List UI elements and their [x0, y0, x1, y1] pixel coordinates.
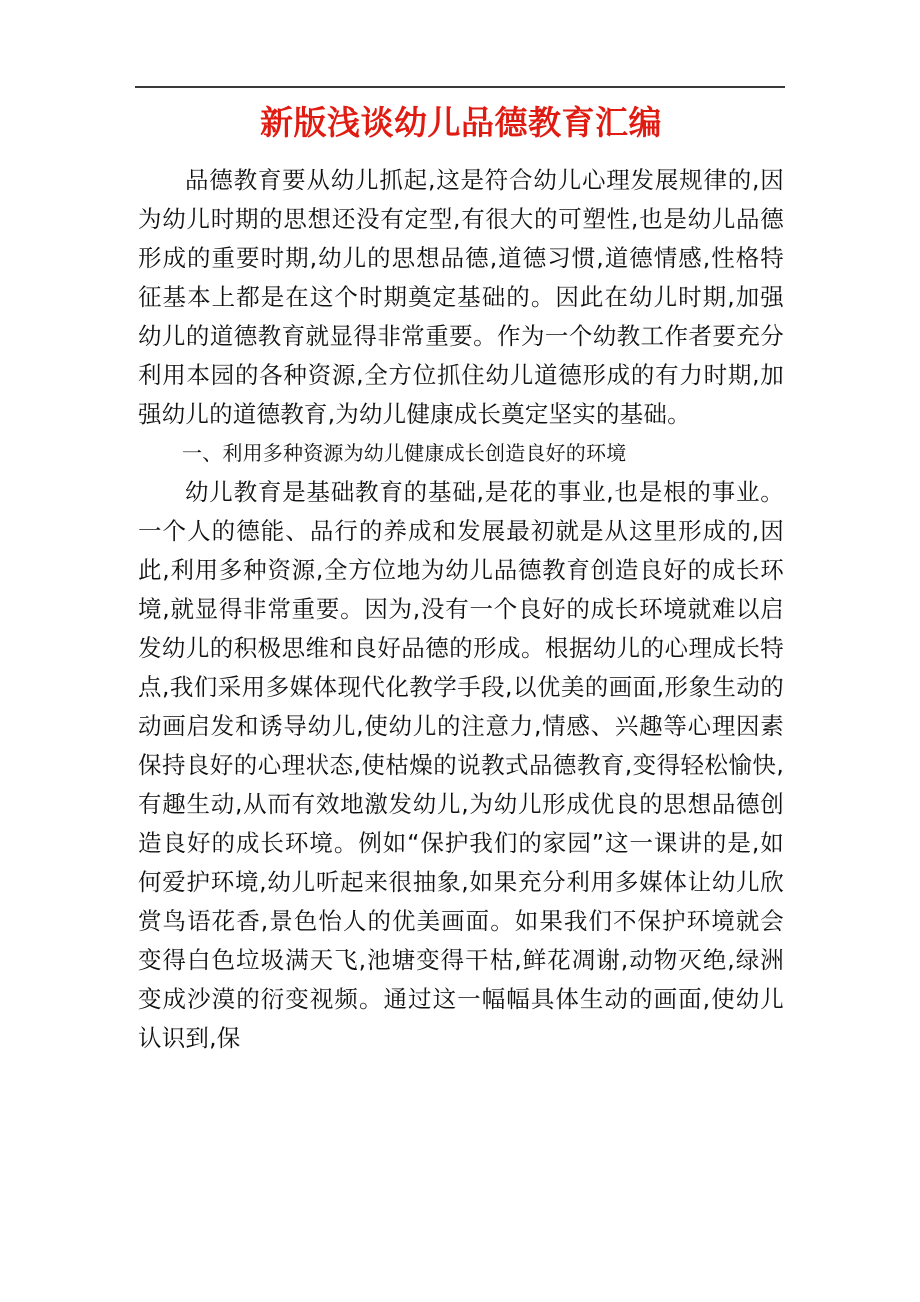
- paragraph-intro: 品德教育要从幼儿抓起,这是符合幼儿心理发展规律的,因为幼儿时期的思想还没有定型,有很大的可塑性,也是幼儿品德形成的重要时期,幼儿的思想品德,道德习惯,道德情感,性格特征基本上都是在这个时期奠定基础的。因此在幼儿时期,加强幼儿的道德教育就显得非常重要。作为一个幼教工作者要充分利用本园的各种资源,全方位抓住幼儿道德形成的有力时期,加强幼儿的道德教育,为幼儿健康成长奠定坚实的基础。: [138, 166, 784, 428]
- paragraph-section-one: 幼儿教育是基础教育的基础,是花的事业,也是根的事业。一个人的德能、品行的养成和发展最初就是从这里形成的,因此,利用多种资源,全方位地为幼儿品德教育创造良好的成长环境,就显得非常重要。因为,没有一个良好的成长环境就难以启发幼儿的积极思维和良好品德的形成。根据幼儿的心理成长特点,我们采用多媒体现代化教学手段,以优美的画面,形象生动的动画启发和诱导幼儿,使幼儿的注意力,情感、兴趣等心理因素保持良好的心理状态,使枯燥的说教式品德教育,变得轻松愉快,有趣生动,从而有效地激发幼儿,为幼儿形成优良的思想品德创造良好的成长环境。例如“保护我们的家园”这一课讲的是,如何爱护环境,幼儿听起来很抽象,如果充分利用多媒体让幼儿欣赏鸟语花香,景色怡人的优美画面。如果我们不保护环境就会变得白色垃圾满天飞,池塘变得干枯,鲜花凋谢,动物灭绝,绿洲变成沙漠的衍变视频。通过这一幅幅具体生动的画面,使幼儿认识到,保: [138, 478, 784, 1052]
- header-divider-line: [135, 86, 785, 88]
- page-header: [0, 0, 920, 92]
- page-title: 新版浅谈幼儿品德教育汇编: [260, 103, 662, 142]
- document-body: [138, 100, 784, 1058]
- section-heading-one: 一、利用多种资源为幼儿健康成长创造良好的环境: [182, 441, 627, 465]
- page-bottom-margin: [0, 1185, 920, 1302]
